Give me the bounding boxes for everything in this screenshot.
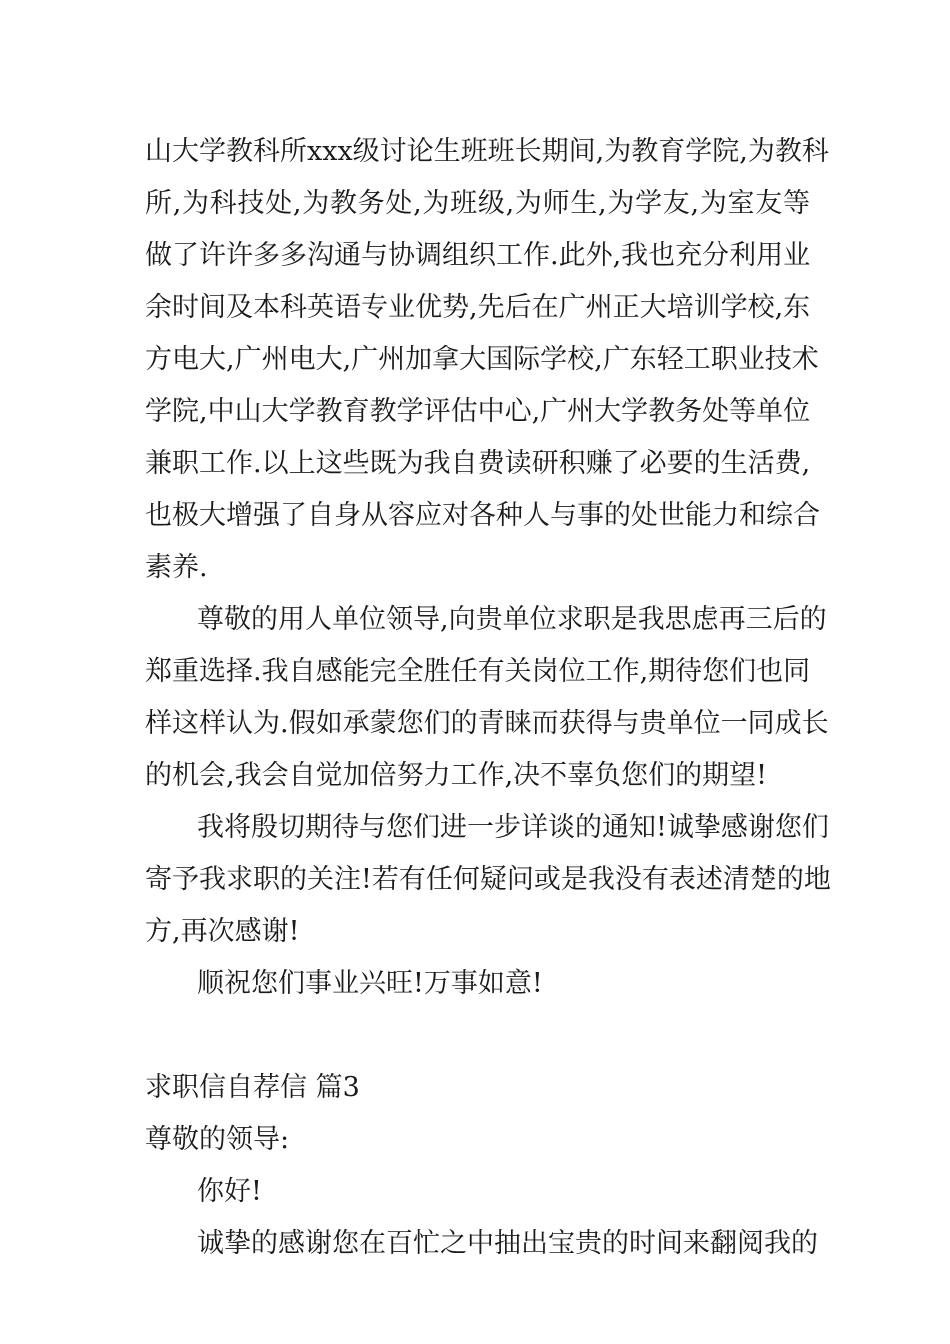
paragraph-line: 素养. xyxy=(145,552,208,583)
paragraph-line: 寄予我求职的关注!若有任何疑问或是我没有表述清楚的地 xyxy=(145,864,831,895)
paragraph-line: 兼职工作.以上这些既为我自费读研积赚了必要的生活费, xyxy=(145,448,811,479)
paragraph-line: 学院,中山大学教育教学评估中心,广州大学教务处等单位 xyxy=(145,396,811,427)
paragraph-line: 样这样认为.假如承蒙您们的青睐而获得与贵单位一同成长 xyxy=(145,708,829,739)
paragraph-line: 余时间及本科英语专业优势,先后在广州正大培训学校,东 xyxy=(145,292,811,323)
paragraph-line: 诚挚的感谢您在百忙之中抽出宝贵的时间来翻阅我的 xyxy=(197,1228,818,1259)
paragraph-line: 方,再次感谢! xyxy=(145,916,300,947)
greeting: 你好! xyxy=(197,1176,262,1207)
paragraph-line: 尊敬的用人单位领导,向贵单位求职是我思虑再三后的 xyxy=(197,604,827,635)
paragraph-line: 方电大,广州电大,广州加拿大国际学校,广东轻工职业技术 xyxy=(145,344,819,375)
paragraph-line: 的机会,我会自觉加倍努力工作,决不辜负您们的期望! xyxy=(145,760,768,791)
salutation: 尊敬的领导: xyxy=(145,1124,290,1155)
paragraph-line: 顺祝您们事业兴旺!万事如意! xyxy=(197,968,543,999)
section-title: 求职信自荐信 篇3 xyxy=(145,1072,360,1103)
paragraph-line: 郑重选择.我自感能完全胜任有关岗位工作,期待您们也同 xyxy=(145,656,811,687)
paragraph-line: 所,为科技处,为教务处,为班级,为师生,为学友,为室友等 xyxy=(145,188,810,219)
paragraph-line: 做了许许多多沟通与协调组织工作.此外,我也充分利用业 xyxy=(145,240,811,271)
paragraph-line: 也极大增强了自身从容应对各种人与事的处世能力和综合 xyxy=(145,500,820,531)
paragraph-line: 山大学教科所xxx级讨论生班班长期间,为教育学院,为教科 xyxy=(145,136,829,167)
paragraph-line: 我将殷切期待与您们进一步详谈的通知!诚挚感谢您们 xyxy=(197,812,829,843)
